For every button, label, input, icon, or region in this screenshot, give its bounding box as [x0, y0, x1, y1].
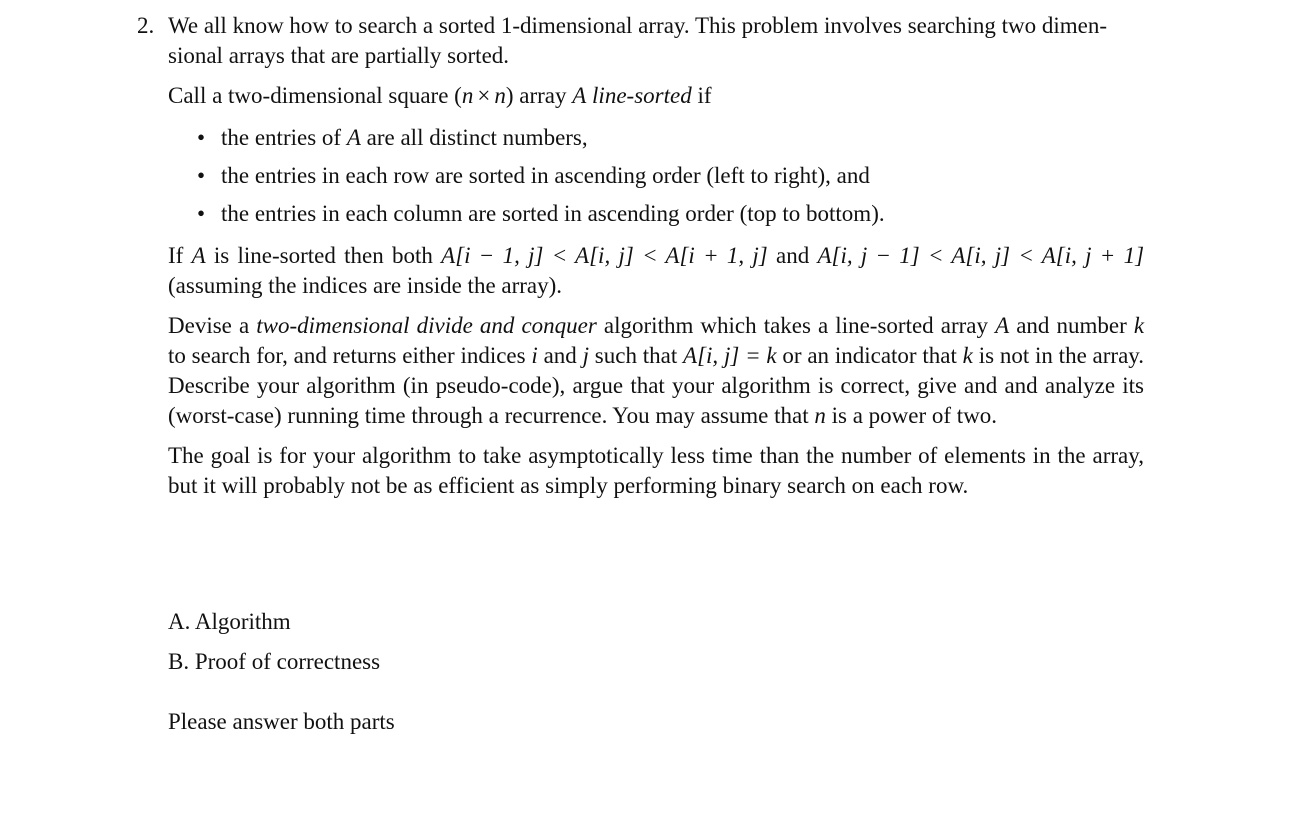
conditions-list: [168, 123, 1144, 229]
condition-text: are all distinct numbers,: [366, 125, 588, 150]
condition-text: the entries of: [221, 125, 342, 150]
dims-times: ×: [477, 83, 491, 108]
intro-line-1: We all know how to search a sorted 1-dimensional array. This problem involves searching two dimen-: [168, 13, 1107, 38]
var-i: i: [531, 343, 538, 368]
task-text: is not in the array. Describe your algorithm (in pseudo-code), argue that your algorithm is correct, give and and analyze its (worst-case) running time through a recurrence. You may assume that: [168, 343, 1145, 428]
task-text: to search for, and returns either indices: [168, 343, 526, 368]
if-word: If: [168, 243, 184, 268]
task-text: or an indicator that: [782, 343, 957, 368]
task-text: is a power of two.: [831, 403, 998, 428]
var-A: A: [572, 83, 587, 108]
var-k: k: [1133, 313, 1145, 338]
array-word: array: [519, 83, 567, 108]
var-A: A: [191, 243, 206, 268]
condition-item: [168, 123, 1144, 153]
goal-paragraph: The goal is for your algorithm to take asymptotically less time than the number of elements in the array, but it will probably not be as efficient as simply performing binary search on each row.: [168, 443, 1144, 498]
technique-term: two-dimensional divide and conquer: [256, 313, 597, 338]
term-line-sorted: line-sorted: [592, 83, 692, 108]
property-text: is line-sorted then both: [213, 243, 433, 268]
task-text: such that: [594, 343, 678, 368]
row-inequality: A[i − 1, j] < A[i, j] < A[i + 1, j]: [441, 243, 768, 268]
bullet-icon: •: [197, 201, 206, 226]
task-text: and number: [1016, 313, 1127, 338]
and-word: and: [775, 243, 810, 268]
part-a-heading: A. Algorithm: [168, 609, 291, 634]
property-note: (assuming the indices are inside the array).: [168, 273, 563, 298]
definition-sentence: [168, 81, 1144, 111]
var-A: A: [995, 313, 1010, 338]
problem-intro: [168, 11, 1144, 71]
var-n: n: [814, 403, 826, 428]
part-b-heading: B. Proof of correctness: [168, 649, 381, 674]
equality-expression: A[i, j] = k: [683, 343, 777, 368]
problem-number: 2.: [137, 13, 155, 38]
condition-item: [168, 161, 1144, 191]
bullet-icon: •: [197, 125, 206, 150]
dims-n1: n: [461, 83, 474, 108]
dims-n2: n: [494, 83, 506, 108]
intro-line-2: sional arrays that are partially sorted.: [168, 43, 510, 68]
property-paragraph: [168, 241, 1144, 301]
var-A: A: [346, 125, 361, 150]
var-j: j: [582, 343, 589, 368]
task-text: Devise a: [168, 313, 250, 338]
instruction-text: Please answer both parts: [168, 709, 395, 734]
condition-text: the entries in each column are sorted in ascending order (top to bottom).: [221, 201, 885, 226]
bullet-icon: •: [197, 163, 206, 188]
condition-text: the entries in each row are sorted in ascending order (left to right), and: [221, 163, 870, 188]
column-inequality: A[i, j − 1] < A[i, j] < A[i, j + 1]: [817, 243, 1145, 268]
definition-suffix: if: [697, 83, 712, 108]
task-text: algorithm which takes a line-sorted array: [603, 313, 988, 338]
dims-open: (: [454, 83, 462, 108]
and-word: and: [543, 343, 577, 368]
condition-item: [168, 199, 1144, 229]
dims-close: ): [505, 83, 514, 108]
problem-body: [168, 11, 1144, 501]
var-k: k: [962, 343, 973, 368]
definition-prefix: Call a two-dimensional square: [168, 83, 449, 108]
task-paragraph: [168, 311, 1144, 431]
